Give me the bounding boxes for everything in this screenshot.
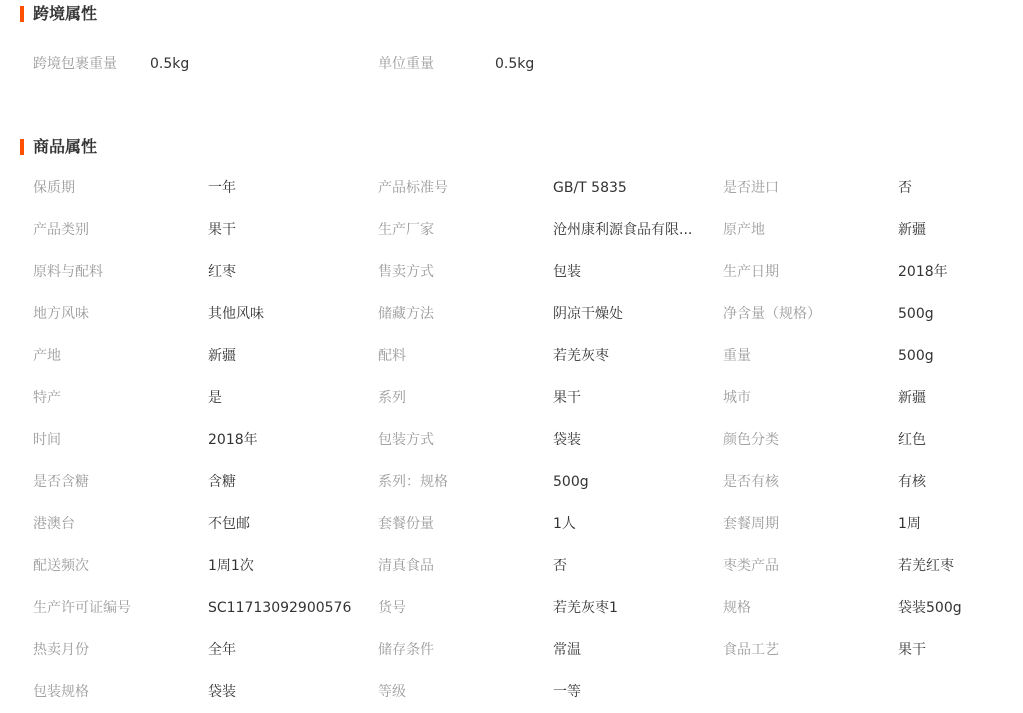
attr-label: 产地: [33, 348, 61, 364]
attr-label: 保质期: [33, 180, 75, 196]
attr-value: 500g: [553, 474, 589, 490]
attr-label: 净含量（规格）: [723, 306, 821, 322]
attr-value: 果干: [898, 642, 926, 658]
section-title-crossborder: [20, 4, 97, 24]
attr-value: 新疆: [898, 222, 926, 238]
attr-value: 0.5kg: [150, 56, 190, 72]
attr-label: 生产许可证编号: [33, 600, 131, 616]
goods-attribute-row: [0, 377, 1023, 419]
section-title-text: 商品属性: [33, 137, 98, 156]
attr-value: 全年: [208, 642, 236, 658]
goods-attribute-row: [0, 503, 1023, 545]
attr-label: 生产日期: [723, 264, 779, 280]
section-accent-bar: [20, 6, 24, 22]
attr-value: SC11713092900576: [208, 600, 352, 616]
crossborder-row: [0, 43, 1023, 85]
attr-value: 果干: [208, 222, 236, 238]
attr-label: 包装规格: [33, 684, 89, 700]
attr-label: 产品标准号: [378, 180, 448, 196]
attr-value: 是: [208, 390, 222, 406]
attr-value: 一年: [208, 180, 236, 196]
attr-label: 配送频次: [33, 558, 89, 574]
attr-label: 特产: [33, 390, 61, 406]
attr-value: 沧州康利源食品有限...: [553, 222, 693, 238]
attr-value: 含糖: [208, 474, 236, 490]
attr-label: 规格: [723, 600, 751, 616]
goods-attribute-row: [0, 335, 1023, 377]
attr-value: 500g: [898, 348, 934, 364]
attr-value: 袋装500g: [898, 600, 962, 616]
attr-label: 热卖月份: [33, 642, 89, 658]
goods-attribute-row: [0, 587, 1023, 629]
attr-value: 阴凉干燥处: [553, 306, 623, 322]
attr-value: 其他风味: [208, 306, 264, 322]
attr-label: 重量: [723, 348, 751, 364]
attr-label: 系列：规格: [378, 474, 448, 490]
attr-value: 包装: [553, 264, 581, 280]
goods-attribute-row: [0, 167, 1023, 209]
attr-value: 1人: [553, 516, 576, 532]
attr-value: 新疆: [898, 390, 926, 406]
section-title-goods: [20, 137, 97, 157]
attr-label: 食品工艺: [723, 642, 779, 658]
attr-value: 常温: [553, 642, 581, 658]
attr-label: 产品类别: [33, 222, 89, 238]
attr-label: 清真食品: [378, 558, 434, 574]
goods-attribute-row: [0, 419, 1023, 461]
attr-label: 港澳台: [33, 516, 75, 532]
attr-label: 储藏方法: [378, 306, 434, 322]
attr-value: 若羌灰枣1: [553, 600, 618, 616]
goods-attribute-row: [0, 461, 1023, 503]
attr-value: 1周1次: [208, 558, 254, 574]
attr-label: 枣类产品: [723, 558, 779, 574]
goods-attribute-row: [0, 293, 1023, 335]
attr-label: 是否有核: [723, 474, 779, 490]
attr-label: 是否进口: [723, 180, 779, 196]
attr-label: 售卖方式: [378, 264, 434, 280]
attr-label: 储存条件: [378, 642, 434, 658]
goods-attribute-row: [0, 629, 1023, 671]
attr-value: 红枣: [208, 264, 236, 280]
attr-label: 跨境包裹重量: [33, 56, 117, 72]
attr-value: 袋装: [208, 684, 236, 700]
attr-label: 系列: [378, 390, 406, 406]
goods-attribute-row: [0, 251, 1023, 293]
attr-value: 新疆: [208, 348, 236, 364]
attr-value: 否: [553, 558, 567, 574]
attr-value: 袋装: [553, 432, 581, 448]
attr-label: 原料与配料: [33, 264, 103, 280]
attr-label: 城市: [723, 390, 751, 406]
attr-label: 颜色分类: [723, 432, 779, 448]
attr-value: 若羌红枣: [898, 558, 954, 574]
attr-label: 地方风味: [33, 306, 89, 322]
attr-value: 2018年: [898, 264, 948, 280]
section-title-text: 跨境属性: [33, 4, 98, 23]
goods-attribute-row: [0, 545, 1023, 587]
goods-attribute-row: [0, 209, 1023, 251]
attr-label: 配料: [378, 348, 406, 364]
attr-label: 单位重量: [378, 56, 434, 72]
attr-label: 套餐周期: [723, 516, 779, 532]
attr-label: 等级: [378, 684, 406, 700]
attr-label: 生产厂家: [378, 222, 434, 238]
attr-label: 原产地: [723, 222, 765, 238]
attr-label: 包装方式: [378, 432, 434, 448]
attr-value: 1周: [898, 516, 921, 532]
attr-value: 不包邮: [208, 516, 250, 532]
attr-label: 时间: [33, 432, 61, 448]
attr-value: 有核: [898, 474, 926, 490]
attr-value: GB/T 5835: [553, 180, 627, 196]
attr-label: 套餐份量: [378, 516, 434, 532]
attr-value: 否: [898, 180, 912, 196]
attr-label: 货号: [378, 600, 406, 616]
attr-value: 0.5kg: [495, 56, 535, 72]
attr-value: 若羌灰枣: [553, 348, 609, 364]
attr-value: 红色: [898, 432, 926, 448]
section-accent-bar: [20, 139, 24, 155]
attr-value: 一等: [553, 684, 581, 700]
attr-value: 2018年: [208, 432, 258, 448]
attr-label: 是否含糖: [33, 474, 89, 490]
attr-value: 果干: [553, 390, 581, 406]
attr-value: 500g: [898, 306, 934, 322]
